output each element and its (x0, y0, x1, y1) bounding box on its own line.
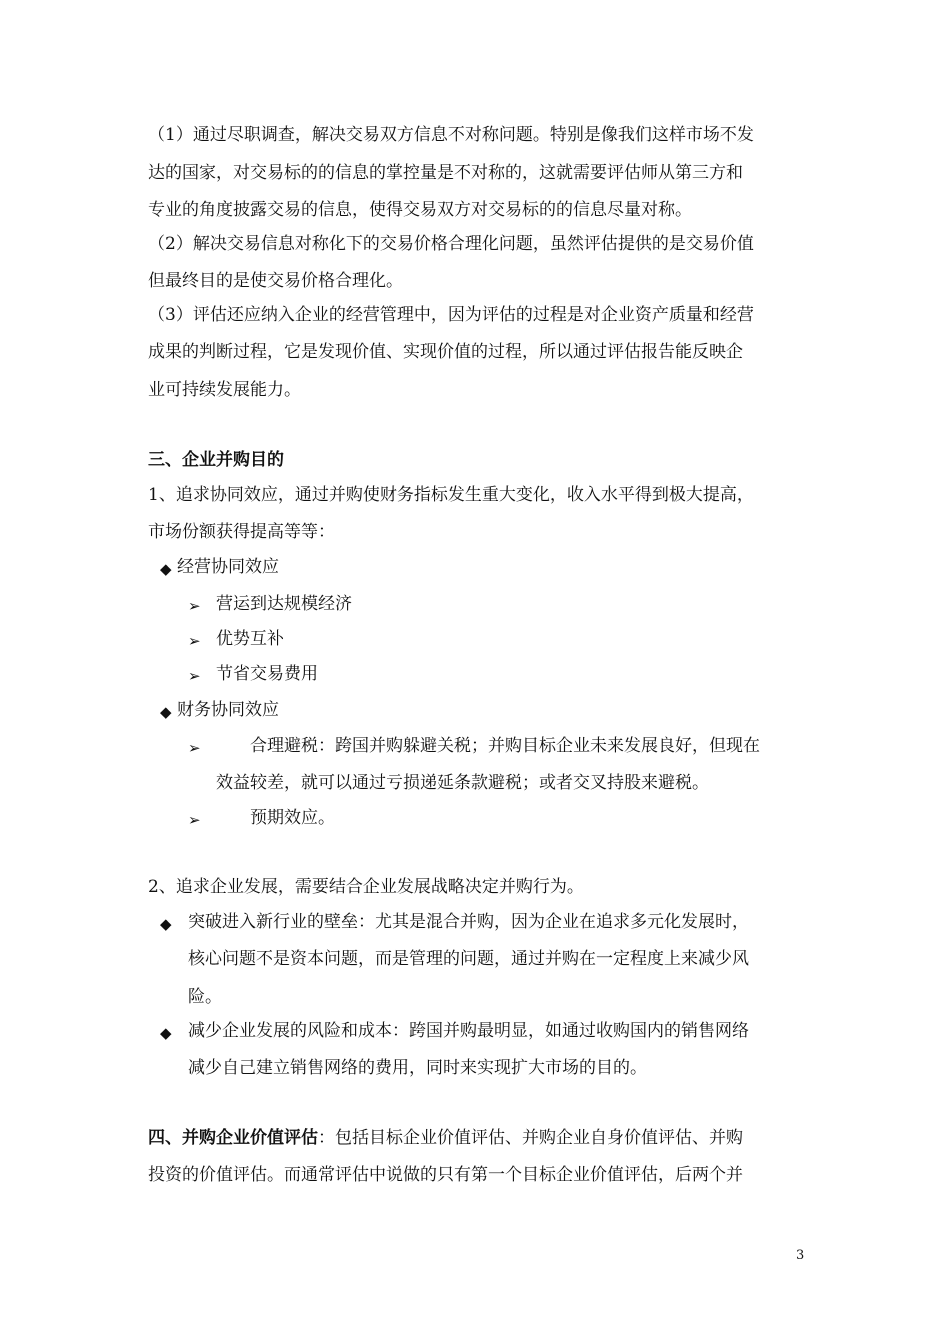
development-bullet-2-line-1: 减少企业发展的风险和成本：跨国并购最明显，如通过收购国内的销售网络 (188, 1021, 749, 1041)
operating-item-3: 节省交易费用 (216, 664, 318, 684)
diamond-bullet-icon: ◆ (160, 560, 172, 578)
financial-item-1-line-1: 合理避税：跨国并购躲避关税；并购目标企业未来发展良好，但现在 (250, 736, 760, 756)
paragraph-3-line-3: 业可持续发展能力。 (148, 380, 301, 400)
section-3-item-2: 2、追求企业发展，需要结合企业发展战略决定并购行为。 (148, 877, 584, 897)
operating-item-2: 优势互补 (216, 629, 284, 649)
arrow-bullet-icon: ➢ (188, 811, 201, 829)
development-bullet-1-line-1: 突破进入新行业的壁垒：尤其是混合并购，因为企业在追求多元化发展时， (188, 912, 749, 932)
financial-synergy-label: 财务协同效应 (177, 700, 279, 720)
development-bullet-2-line-2: 减少自己建立销售网络的费用，同时来实现扩大市场的目的。 (188, 1058, 647, 1078)
section-3-item-1-line-1: 1、追求协同效应，通过并购使财务指标发生重大变化，收入水平得到极大提高， (148, 485, 754, 505)
operating-synergy-label: 经营协同效应 (177, 557, 279, 577)
section-3-heading: 三、企业并购目的 (148, 450, 284, 470)
paragraph-1-line-2: 达的国家，对交易标的的信息的掌控量是不对称的，这就需要评估师从第三方和 (148, 163, 743, 183)
section-4-line-1-rest: ：包括目标企业价值评估、并购企业自身价值评估、并购 (318, 1128, 743, 1148)
diamond-bullet-icon: ◆ (160, 915, 172, 933)
page-number: 3 (796, 1248, 805, 1263)
diamond-bullet-icon: ◆ (160, 703, 172, 721)
arrow-bullet-icon: ➢ (188, 632, 201, 650)
paragraph-1-line-1: （1）通过尽职调查，解决交易双方信息不对称问题。特别是像我们这样市场不发 (148, 125, 754, 145)
arrow-bullet-icon: ➢ (188, 597, 201, 615)
financial-item-2: 预期效应。 (250, 808, 335, 828)
operating-item-1: 营运到达规模经济 (216, 594, 352, 614)
development-bullet-1-line-2: 核心问题不是资本问题，而是管理的问题，通过并购在一定程度上来减少风 (188, 949, 749, 969)
arrow-bullet-icon: ➢ (188, 739, 201, 757)
paragraph-1-line-3: 专业的角度披露交易的信息，使得交易双方对交易标的的信息尽量对称。 (148, 200, 692, 220)
paragraph-3-line-2: 成果的判断过程，它是发现价值、实现价值的过程，所以通过评估报告能反映企 (148, 342, 743, 362)
financial-item-1-line-2: 效益较差，就可以通过亏损递延条款避税；或者交叉持股来避税。 (216, 773, 709, 793)
arrow-bullet-icon: ➢ (188, 667, 201, 685)
paragraph-2-line-1: （2）解决交易信息对称化下的交易价格合理化问题，虽然评估提供的是交易价值 (148, 234, 754, 254)
paragraph-2-line-2: 但最终目的是使交易价格合理化。 (148, 271, 403, 291)
development-bullet-1-line-3: 险。 (188, 987, 222, 1007)
section-4-line-1 (148, 1128, 743, 1148)
section-4-line-2: 投资的价值评估。而通常评估中说做的只有第一个目标企业价值评估，后两个并 (148, 1165, 743, 1185)
section-3-item-1-line-2: 市场份额获得提高等等： (148, 522, 335, 542)
paragraph-3-line-1: （3）评估还应纳入企业的经营管理中，因为评估的过程是对企业资产质量和经营 (148, 305, 754, 325)
diamond-bullet-icon: ◆ (160, 1024, 172, 1042)
section-4-heading: 四、并购企业价值评估 (148, 1128, 318, 1148)
